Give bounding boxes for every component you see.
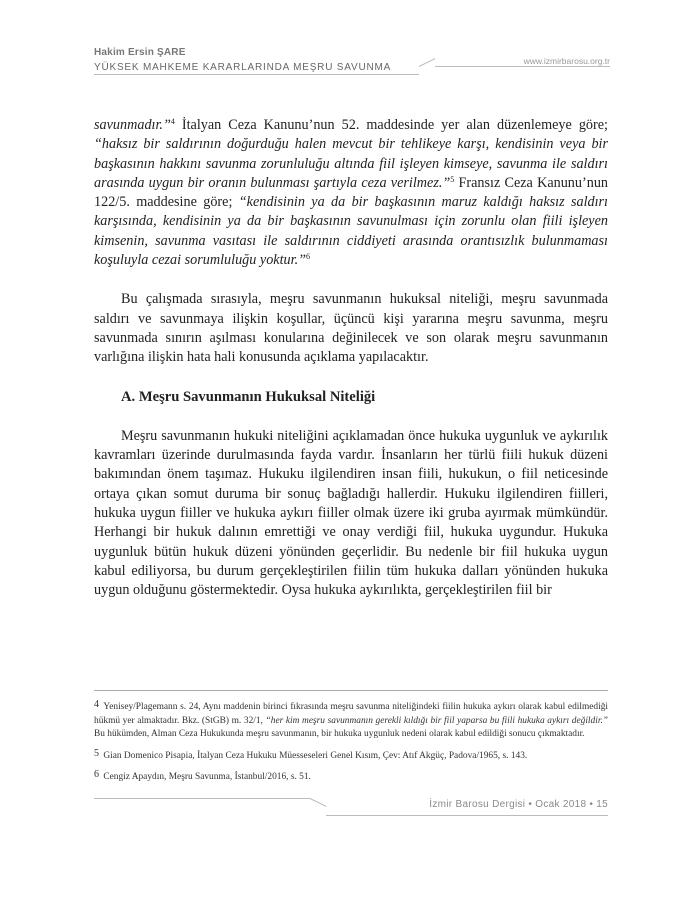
paragraph-1 bbox=[94, 116, 608, 270]
footer-rule bbox=[94, 798, 310, 799]
quote-1: savunmadır.” bbox=[94, 117, 171, 133]
footnotes bbox=[94, 698, 608, 790]
body-text bbox=[94, 116, 608, 601]
footnote-4 bbox=[94, 698, 608, 742]
footnote-divider bbox=[94, 690, 608, 691]
paragraph-3: Meşru savunmanın hukuki niteliğini açıklamadan önce hukuka uygunluk ve aykırılık kavramları üzerinde durulmasında fayda vardır. İnsanların her türlü fiili hukuk düzeni bakımından önem taşımaz. Hukuku ilgilendiren insan fiili, hukukun, o fiil neticesinde ortaya çıkan somut duruma bir sonuç bağladığı hallerdir. Hukuku ilgilendiren fiilleri, hukuka uygun fiiller ve hukuka aykırı fiiller olmak üzere iki gruba ayırmak mümkündür. Herhangi bir hukuk dalının emrettiği ve onay verdiği fiil, hukuka uygundur. Hukuka uygunluk bütün hukuk düzeni yönünden geçerlidir. Bu nedenle bir fiil hukuka uygun kabul ediliyorsa, bu durum gerçekleştirilen fiilin tüm hukuka dalları yönünden hukuka uygun olduğunu göstermektedir. Oysa hukuka aykırılıkta, gerçekleştirilen fiil bir bbox=[94, 427, 608, 599]
footnote-ref-5: 5 bbox=[450, 174, 455, 184]
paragraph-1-text-a: İtalyan Ceza Kanunu’nun 52. maddesinde yer alan düzenlemeye göre; bbox=[174, 117, 608, 133]
quote-french-code: “kendisinin ya da bir başkasının maruz kaldığı haksız saldırı karşısında, kendisinin ya da bir başkasının savunulması için zorunlu olan fiili işleyen kimsenin, savunma vasıtası ile saldırının ciddiyeti arasında orantısızlık bulunmaması koşuluyla cezai sorumluluğu yoktur.” bbox=[94, 194, 609, 269]
header-rule-right bbox=[435, 66, 610, 67]
paragraph-2: Bu çalışmada sırasıyla, meşru savunmanın hukuksal niteliği, meşru savunmada saldırı ve savunmaya ilişkin koşullar, üçüncü kişi yararına meşru savunma, meşru savunmada sınırın aşılması konularına değinilecek ve son olarak meşru savunmanın varlığına ilişkin hata hali konusunda açıklama yapılacaktır. bbox=[94, 291, 608, 366]
footnote-number: 6 bbox=[94, 769, 99, 780]
footnote-4-text-c: Bu hükümden, Alman Ceza Hukukunda meşru savunmanın, bir hukuka uygunluk nedeni olarak kabul edildiği sonucu çıkmaktadır. bbox=[94, 729, 585, 739]
footnote-ref-4: 4 bbox=[170, 117, 175, 126]
quote-italian-code: “haksız bir saldırının doğurduğu halen mevcut bir tehlikeye karşı, kendisinin veya bir başkasının hakkını savunma zorunluluğu altında fiil işleyen kimseye, savunma ile saldırı arasında uygun bir oranın bulunması şartıyla ceza verilmez.” bbox=[94, 136, 608, 191]
header-url: www.izmirbarosu.org.tr bbox=[523, 56, 610, 66]
footnote-5 bbox=[94, 747, 608, 764]
footnote-4-quote: “her kim meşru savunmanın gerekli kıldığı bir fiil yaparsa bu fiili hukuka aykırı değildir.” bbox=[265, 715, 608, 726]
paragraph-1-text-b: Fransız Ceza Kanunu’nun 122/5. maddesine göre; bbox=[94, 174, 609, 211]
section-heading: A. Meşru Savunmanın Hukuksal Niteliği bbox=[121, 388, 376, 405]
footnote-6 bbox=[94, 768, 608, 785]
footnote-number: 5 bbox=[94, 747, 99, 759]
footer-rule-slant bbox=[310, 798, 327, 807]
header-rule bbox=[94, 74, 419, 75]
header-author: Hakim Ersin ŞARE bbox=[94, 47, 186, 58]
footer-rule-right bbox=[326, 815, 608, 816]
header-title: YÜKSEK MAHKEME KARARLARINDA MEŞRU SAVUNMA bbox=[94, 62, 392, 73]
footnote-4-text-a: Yenisey/Plagemann s. 24, Aynı maddenin birinci fıkrasında meşru savunma niteliğindeki fiilin hukuka aykırı olarak kabul edilmediği hükmü yer almaktadır. Bkz. (StGB) m. 32/1, bbox=[94, 702, 609, 726]
footnote-6-text: Cengiz Apaydın, Meşru Savunma, İstanbul/2016, s. 51. bbox=[103, 772, 311, 782]
footnote-ref-6: 6 bbox=[306, 252, 311, 262]
footer-journal-info: İzmir Barosu Dergisi • Ocak 2018 • 15 bbox=[429, 799, 608, 810]
footnote-5-text: Gian Domenico Pisapia, İtalyan Ceza Hukuku Müesseseleri Genel Kısım, Çev: Atıf Akgüç, Padova/1965, s. 143. bbox=[103, 750, 528, 761]
footnote-number: 4 bbox=[94, 699, 99, 710]
